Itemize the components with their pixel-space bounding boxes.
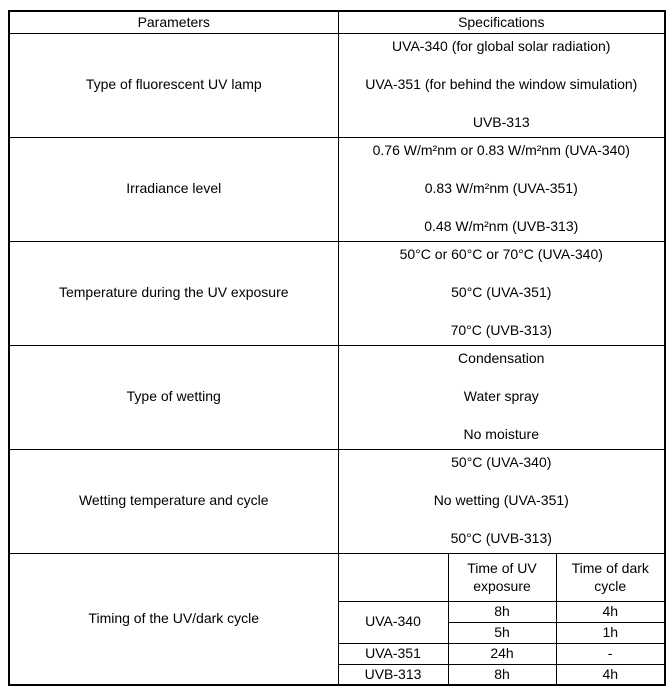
spec-line: No wetting (UVA-351) <box>433 491 569 508</box>
specification-cell <box>338 345 665 449</box>
spec-line: 0.48 W/m²nm (UVB-313) <box>424 217 579 234</box>
spec-lines <box>339 141 665 237</box>
spec-line: UVA-340 (for global solar radiation) <box>392 38 611 54</box>
parameter-cell: Temperature during the UV exposure <box>9 241 338 345</box>
spec-line: No moisture <box>463 425 539 442</box>
specification-cell <box>338 137 665 241</box>
parameter-cell: Irradiance level <box>9 137 338 241</box>
dark-cycle-time-cell: 4h <box>556 664 665 685</box>
table-row-irradiance <box>9 137 665 241</box>
uv-exposure-time-cell: 8h <box>448 601 556 622</box>
spec-line: UVA-351 (for behind the window simulation) <box>365 75 638 92</box>
dark-cycle-time-cell: 1h <box>556 622 665 643</box>
spec-line: 70°C (UVB-313) <box>450 321 552 338</box>
spec-lines <box>339 245 665 341</box>
spec-line: 50°C (UVA-340) <box>451 454 552 470</box>
uv-test-parameters-table <box>8 10 666 686</box>
lamp-cell: UVA-351 <box>338 643 448 664</box>
lamp-cell: UVA-340 <box>338 601 448 643</box>
parameter-cell: Timing of the UV/dark cycle <box>9 553 338 685</box>
dark-cycle-time-cell: - <box>556 643 665 664</box>
spec-line: 50°C (UVB-313) <box>450 529 552 546</box>
spec-lines <box>339 37 665 133</box>
spec-line: 50°C (UVA-351) <box>451 283 552 300</box>
nested-col-header-uv-exposure: Time of UV exposure <box>448 553 556 601</box>
specification-cell <box>338 449 665 553</box>
spec-line: UVB-313 <box>472 113 530 130</box>
spec-line: 0.76 W/m²nm or 0.83 W/m²nm (UVA-340) <box>372 142 630 158</box>
spec-lines <box>339 349 665 445</box>
parameter-cell: Type of wetting <box>9 345 338 449</box>
table-header-row <box>9 11 665 33</box>
spec-line: Water spray <box>463 387 539 404</box>
specification-cell <box>338 241 665 345</box>
parameter-cell: Wetting temperature and cycle <box>9 449 338 553</box>
spec-lines <box>339 453 665 549</box>
table-row-lamp-type <box>9 33 665 137</box>
lamp-cell: UVB-313 <box>338 664 448 685</box>
uv-exposure-time-cell: 5h <box>448 622 556 643</box>
uv-exposure-time-cell: 24h <box>448 643 556 664</box>
uv-exposure-time-cell: 8h <box>448 664 556 685</box>
parameters-column-header: Parameters <box>9 11 338 33</box>
dark-cycle-time-cell: 4h <box>556 601 665 622</box>
nested-col-header-dark-cycle: Time of dark cycle <box>556 553 665 601</box>
timing-subtable-header-row <box>9 553 665 601</box>
spec-line: 50°C or 60°C or 70°C (UVA-340) <box>399 246 603 262</box>
specifications-column-header: Specifications <box>338 11 665 33</box>
table-row-temperature <box>9 241 665 345</box>
table-row-wetting-type <box>9 345 665 449</box>
parameter-cell: Type of fluorescent UV lamp <box>9 33 338 137</box>
spec-line: 0.83 W/m²nm (UVA-351) <box>424 179 578 196</box>
nested-corner-cell <box>338 553 448 601</box>
spec-line: Condensation <box>458 350 545 366</box>
specification-cell <box>338 33 665 137</box>
table-row-wetting-temperature <box>9 449 665 553</box>
